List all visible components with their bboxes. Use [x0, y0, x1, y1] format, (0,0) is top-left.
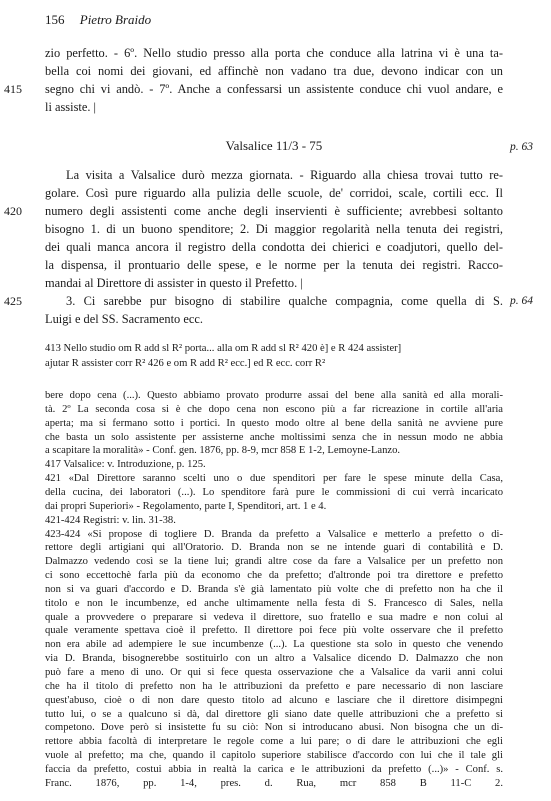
footnote-line: titolo e non le incumbenze, ed anche ultimamente nella festa di S. Francesco di Sales, nella — [45, 597, 503, 609]
margin-page-ref: p. 64 — [510, 295, 533, 307]
footnote-line: quale veramente spettava cioè il prefetto. Il direttore poi fece più volte osservare che il prefetto — [45, 625, 503, 637]
footnote-line: 421 «Dal Direttore saranno scelti uno o due spenditori per fare le spese minute della Casa, — [45, 473, 503, 485]
apparatus-line: ajutar R assister corr R² 426 e om R add R² ecc.] ed R ecc. corr R² — [45, 358, 326, 369]
footnote-line: può fare a meno di uno. Or qui si fece questa osservazione che a Valsalice da varii anni colui — [45, 667, 503, 678]
main-text-line: zio perfetto. - 6º. Nello studio presso alla porta che conduce alla latrina vi è una ta- — [45, 46, 503, 60]
footnote-line: aperta; ma si fermano sotto i portici. In questo modo oltre al bene della sanità ne avviene pure — [45, 417, 503, 429]
line-number: 420 — [4, 204, 22, 218]
main-text-line: mandai al Direttore di assister in questo il Prefetto. | — [45, 276, 303, 290]
footnote-line: Franc. 1876, pp. 1-4, pres. d. Rua, mcr 858 B 11-C 2. — [45, 777, 503, 789]
footnote-line: della cucina, dei laboratori (...). Lo spenditore farà pure le commissioni di cui verrà incaricato — [45, 486, 503, 498]
footnote-line: tà. 2º La seconda cosa si è che dopo cena non escono più a far ricreazione in cortile all'aria — [45, 403, 503, 415]
apparatus-line: 413 Nello studio om R add sl R² porta... alla om R add sl R² 420 è] e R 424 assister] — [45, 343, 402, 354]
footnote-line: a scapitare la moralità» - Conf. gen. 1876, pp. 8-9, mcr 858 E 1-2, Lemoyne-Lanzo. — [45, 445, 401, 457]
margin-page-ref: p. 63 — [510, 141, 533, 153]
footnote-line: quest'abuso, cioè o di non dare questo titolo ad alcuno e lasciare che il direttore disimpegni — [45, 694, 503, 706]
footnote-line: non si va guari d'accordo e D. Branda s'è già lamentato più volte che di prefetto non ha che il — [45, 583, 503, 595]
footnote-line: 417 Valsalice: v. Introduzione, p. 125. — [45, 459, 206, 471]
footnote-line: competono. Dove però si insistette fu su ciò: Non si introducano abusi. Non bisogna che un di- — [45, 722, 503, 734]
main-text-line: bisogno 1. di un buono spenditore; 2. Di maggior regolarità nella tenuta dei registri, — [45, 222, 503, 236]
footnote-line: non era abile ad adempiere le sue incumbenze (...). La questione sta solo in questo che venendo — [45, 639, 503, 651]
footnote-line: bere dopo cena (...). Questo abbiamo provato produrre assai del bene alla sanità ed alla morali- — [45, 390, 503, 401]
footnote-line: che basta un solo assistente per assisterne anche moltissimi senza che in nessun modo ne abbia — [45, 431, 503, 443]
footnote-line: quale a provvedere o preparare si vedeva il direttore, suo fratello e sua madre e non colui al — [45, 611, 503, 623]
footnote-line: ci sono eccettochè farla più da economo che da prefetto; d'altronde poi tra direttore e prefetto — [45, 570, 503, 582]
footnote-line: via D. Branda, bisognerebbe sostituirlo con un altro a Valsalice dicendo D. Dalmazzo che non — [45, 653, 503, 665]
page-number: 156 — [45, 12, 65, 27]
footnote-line: tutto lui, o se a qualcuno si dà, dal direttore gli siano date quelle attribuzioni che a prefetto si — [45, 708, 503, 720]
main-text-line: golare. Così pure riguardo alla pulizia delle scuole, de' corridoi, scale, cortili ecc. Il — [45, 186, 503, 200]
footnote-line: rettore degli artigiani qui all'Oratorio. D. Branda non se ne intende guari di contabilità e D. — [45, 542, 503, 554]
main-text-line: La visita a Valsalice durò mezza giornata. - Riguardo alla chiesa trovai tutto re- — [66, 168, 503, 182]
footnote-line: vuole al prefetto; ma che, quando il capitolo superiore stabilisce d'accordo con lui che il tale gli — [45, 750, 503, 762]
main-text-line: la dispensa, il prontuario delle spese, e le norme per la tenuta dei registri. Racco- — [45, 258, 503, 272]
footnote-line: dai propri Superiori» - Regolamento, parte I, Spenditori, art. 1 e 4. — [45, 500, 327, 512]
line-number: 415 — [4, 82, 22, 96]
main-text-line: dei quali manca ancora il registro della condotta dei chierici e coadjutori, quello del- — [45, 240, 503, 254]
footnote-line: che ha il titolo di prefetto non ha le attribuzioni da prefetto e pare necessario di non lasciare — [45, 680, 503, 692]
footnote-line: 423-424 «Si propose di togliere D. Branda da prefetto a Valsalice e metterlo a prefetto o di- — [45, 528, 503, 540]
footnote-line: 421-424 Registri: v. lin. 31-38. — [45, 514, 176, 526]
main-text-line: li assiste. | — [45, 100, 97, 114]
main-text-line: Luigi e del SS. Sacramento ecc. — [45, 312, 203, 326]
footnote-line: rettore abbia facoltà di interpretare le regole come a lui pare; o di dare le attribuzioni che egli — [45, 736, 503, 748]
main-text-line: segno chi vi andò. - 7º. Anche a confessarsi un assistente conduce chi vuol andare, e — [45, 82, 503, 96]
main-text-line: numero degli assistenti come anche degli inservienti è sufficiente; avrebbesi soltanto — [45, 204, 503, 218]
running-header — [45, 12, 151, 28]
running-author: Pietro Braido — [79, 12, 152, 27]
footnote-line: Dalmazzo vedendo così se la tiene lui; grandi altre cose da fare a Valsalice per un prefetto non — [45, 556, 503, 568]
section-heading: Valsalice 11/3 - 75 — [225, 138, 323, 153]
footnote-line: faccia da prefetto, costui abbia in realtà la carica e le attribuzioni da prefetto (...)» - Conf. s. — [45, 763, 503, 775]
main-text-line: bella coi nomi dei giovani, ed affinchè non vadano tra due, devono indicar con un — [45, 64, 503, 78]
line-number: 425 — [4, 294, 22, 308]
main-text-line: 3. Ci sarebbe pur bisogno di stabilire qualche compagnia, come quella di S. — [66, 294, 503, 308]
